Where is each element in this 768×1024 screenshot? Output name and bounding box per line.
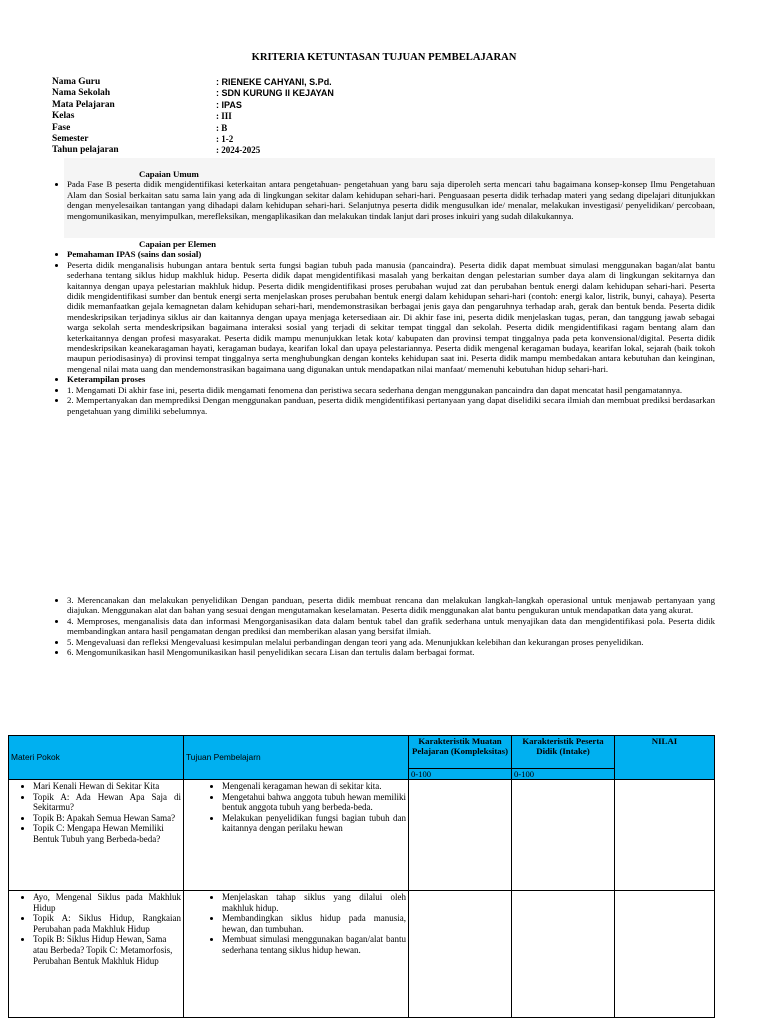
- range-label: 0-100: [512, 769, 615, 780]
- karakteristik-muatan-cell[interactable]: [409, 780, 512, 891]
- list-item: • Topik A: Siklus Hidup, Rangkaian Perubahan pada Makhluk Hidup: [33, 913, 181, 934]
- nilai-cell[interactable]: [615, 780, 715, 891]
- table-row: [9, 780, 715, 891]
- header-tujuan-pembelajaran: Tujuan Pembelajarn: [184, 736, 409, 780]
- list-item: • Membandingkan siklus hidup pada manusia, hewan, dan tumbuhan.: [222, 913, 406, 934]
- info-label: Fase: [52, 122, 71, 133]
- pemahaman-text: • Peserta didik menganalisis hubungan antara bentuk serta fungsi bagian tubuh pada manusia (pancaindra). Peserta didik dapat membuat simulasi menggunakan bagan/alat bantu sederhana tentang siklus hidup makhluk hidup. Peserta didik dapat mengidentifikasi masalah yang berkaitan dengan pelestarian sumber daya alam di lingkungan sekitarnya dan kaitannya dengan upaya pelestarian makhluk hidup. Peserta didik mengidentifikasi proses perubahan wujud zat dan perubahan bentuk energi dalam kehidupan sehari-hari. Peserta didik mengidentifikasi sumber dan bentuk energi serta menjelaskan proses perubahan bentuk energi dalam kehidupan sehari-hari (contoh: energi kalor, listrik, bunyi, cahaya). Peserta didik memanfaatkan gejala kemagnetan dalam kehidupan sehari-hari, mendemonstrasikan berbagai jenis gaya dan pengaruhnya terhadap arah, gerak dan bentuk benda. Peserta didik mendeskripsikan terjadinya siklus air dan kaitannya dengan upaya menjaga ketersediaan air. Di akhir fase ini, peserta didik menjelaskan tugas, peran, dan tanggung jawab sebagai warga sekolah serta mendeskripsikan bagaimana interaksi sosial yang terjadi di sekitar tempat tinggal dan sekolah. Peserta didik mengidentifikasi ragam bentang alam dan keterkaitannya dengan profesi masyarakat. Peserta didik mampu menunjukkan letak kota/ kabupaten dan provinsi tempat tinggalnya pada peta konvensional/digital. Peserta didik mendeskripsikan keanekaragaman hayati, keragaman budaya, kearifan lokal dan upaya pelestariannya. Peserta didik mengenal keragaman budaya, kearifan lokal, sejarah (baik tokoh maupun periodisasinya) di provinsi tempat tinggalnya serta menghubungkan dengan konteks kehidupan saat ini. Peserta didik mampu membedakan antara kebutuhan dan keinginan, mengenal nilai mata uang dan mendemonstrasikan bagaimana uang digunakan untuk mendapatkan nilai manfaat/ memenuhi kebutuhan hidup sehari-hari.: [67, 260, 715, 374]
- list-item: • Melakukan penyelidikan fungsi bagian tubuh dan kaitannya dengan perilaku hewan: [222, 813, 406, 834]
- page-title: KRITERIA KETUNTASAN TUJUAN PEMBELAJARAN: [251, 52, 517, 63]
- capaian-elemen-section: [64, 239, 715, 416]
- keterampilan-continued: [64, 595, 715, 657]
- capaian-elemen-heading: Capaian per Elemen: [139, 239, 217, 249]
- list-item: • Topik B: Siklus Hidup Hewan, Sama atau Berbeda? Topik C: Metamorfosis, Perubahan Bentuk Makhluk Hidup: [33, 934, 181, 966]
- list-item: • Topik B: Apakah Semua Hewan Sama?: [33, 813, 181, 824]
- info-label: Nama Sekolah: [52, 88, 111, 99]
- info-row: [52, 77, 632, 88]
- keterampilan-item: • 2. Mempertanyakan dan memprediksi Dengan menggunakan panduan, peserta didik mengidentifikasi pertanyaan yang dapat diselidiki secara ilmiah dan membuat prediksi berdasarkan pengetahuan yang dimiliki sebelumnya.: [67, 395, 715, 416]
- kktp-table: [8, 735, 715, 1018]
- tujuan-cell: [184, 891, 409, 1018]
- header-karakteristik-peserta: Karakteristik Peserta Didik (Intake): [512, 736, 615, 769]
- teacher-info-table: [52, 77, 632, 157]
- list-item: • Membuat simulasi menggunakan bagan/alat bantu sederhana tentang siklus hidup hewan.: [222, 934, 406, 955]
- karakteristik-muatan-cell[interactable]: [409, 891, 512, 1018]
- capaian-umum-section: [64, 158, 715, 238]
- keterampilan-item: • 6. Mengomunikasikan hasil Mengomunikasikan hasil penyelidikan secara Lisan dan tertulis dalam berbagai format.: [67, 647, 715, 657]
- info-label: Semester: [52, 134, 89, 145]
- keterampilan-item: • 4. Memproses, menganalisis data dan informasi Mengorganisasikan data dalam bentuk tabel dan grafik sederhana untuk menyajikan data dan mengidentifikasi pola. Peserta didik membandingkan antara hasil pengamatan dengan prediksi dan memberikan alasan yang bersifat ilmiah.: [67, 616, 715, 637]
- tujuan-cell: [184, 780, 409, 891]
- list-item: • Mari Kenali Hewan di Sekitar Kita: [33, 781, 181, 792]
- materi-cell: [9, 780, 184, 891]
- pemahaman-title: • Pemahaman IPAS (sains dan sosial): [67, 249, 715, 259]
- list-item: • Menjelaskan tahap siklus yang dilalui oleh makhluk hidup.: [222, 892, 406, 913]
- info-value: : 1-2: [216, 134, 234, 145]
- info-label: Mata Pelajaran: [52, 99, 115, 110]
- info-row: [52, 123, 632, 134]
- nilai-cell[interactable]: [615, 891, 715, 1018]
- list-item: • Topik A: Ada Hewan Apa Saja di Sekitarmu?: [33, 792, 181, 813]
- list-item: • Mengenali keragaman hewan di sekitar kita.: [222, 781, 406, 792]
- info-label: Kelas: [52, 111, 75, 122]
- header-karakteristik-muatan: Karakteristik Muatan Pelajaran (Kompleksitas): [409, 736, 512, 769]
- keterampilan-item: • 1. Mengamati Di akhir fase ini, peserta didik mengamati fenomena dan peristiwa secara sederhana dengan menggunakan pancaindra dan dapat mencatat hasil pengamatannya.: [67, 385, 715, 395]
- keterampilan-item: • 5. Mengevaluasi dan refleksi Mengevaluasi kesimpulan melalui perbandingan dengan teori yang ada. Menunjukkan kelebihan dan kekurangan proses penyelidikan.: [67, 637, 715, 647]
- info-label: Tahun pelajaran: [52, 145, 119, 156]
- header-materi-pokok: Materi Pokok: [9, 736, 184, 780]
- info-row: [52, 145, 632, 156]
- info-value: : SDN KURUNG II KEJAYAN: [216, 88, 334, 99]
- table-row: [9, 891, 715, 1018]
- keterampilan-title: • Keterampilan proses: [67, 374, 715, 384]
- info-label: Nama Guru: [52, 77, 101, 87]
- info-row: [52, 100, 632, 111]
- list-item: • Mengetahui bahwa anggota tubuh hewan memiliki bentuk anggota tubuh yang berbeda-beda.: [222, 792, 406, 813]
- capaian-umum-heading: Capaian Umum: [139, 169, 199, 179]
- info-row: [52, 134, 632, 145]
- info-row: [52, 111, 632, 122]
- list-item: • Ayo, Mengenal Siklus pada Makhluk Hidup: [33, 892, 181, 913]
- info-row: [52, 88, 632, 99]
- capaian-umum-text: • Pada Fase B peserta didik mengidentifikasi keterkaitan antara pengetahuan- pengetahuan yang baru saja diperoleh serta mencari tahu bagaimana konsep-konsep Ilmu Pengetahuan Alam dan Sosial berkaitan satu sama lain yang ada di lingkungan sekitar dalam kehidupan sehari-hari. Penguasaan peserta didik terhadap materi yang sedang dipelajari ditunjukkan dengan menyelesaikan tantangan yang dihadapi dalam kehidupan sehari-hari. Selanjutnya peserta didik mengusulkan ide/ menalar, melakukan investigasi/ penyelidikan/ percobaan, mengomunikasikan, menyimpulkan, merefleksikan, mengaplikasikan dan melakukan tindak lanjut dari proses inkuiri yang sudah dilakukannya.: [67, 179, 715, 221]
- karakteristik-peserta-cell[interactable]: [512, 891, 615, 1018]
- range-label: 0-100: [409, 769, 512, 780]
- materi-cell: [9, 891, 184, 1018]
- info-value: : B: [216, 122, 228, 133]
- karakteristik-peserta-cell[interactable]: [512, 780, 615, 891]
- keterampilan-item: • 3. Merencanakan dan melakukan penyelidikan Dengan panduan, peserta didik membuat rencana dan melakukan langkah-langkah operasional untuk menjawab pertanyaan yang diajukan. Menggunakan alat dan bahan yang sesuai dengan mengutamakan keselamatan. Peserta didik menggunakan alat bantu pengukuran untuk mendapatkan data yang akurat.: [67, 595, 715, 616]
- info-value: : III: [216, 111, 232, 122]
- info-value: : 2024-2025: [216, 145, 261, 156]
- header-nilai: NILAI: [615, 736, 715, 780]
- list-item: • Topik C: Mengapa Hewan Memiliki Bentuk Tubuh yang Berbeda-beda?: [33, 823, 181, 844]
- info-value: : IPAS: [216, 99, 242, 110]
- info-value: : RIENEKE CAHYANI, S.Pd.: [216, 77, 332, 87]
